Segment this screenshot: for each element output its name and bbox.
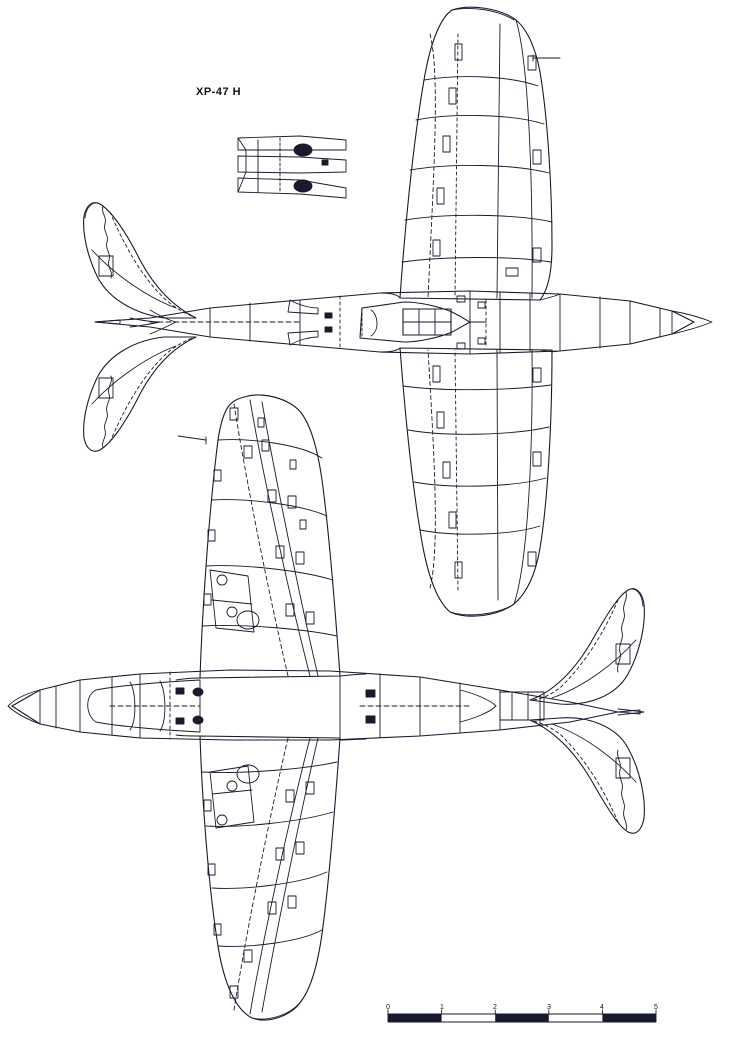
- scale-tick-5: 5: [654, 1004, 658, 1011]
- scale-tick-0: 0: [386, 1004, 390, 1011]
- nose-detail-view: [238, 136, 346, 198]
- scale-tick-4: 4: [600, 1004, 604, 1011]
- top-plan-view: [84, 7, 712, 616]
- scale-tick-3: 3: [547, 1004, 551, 1011]
- bottom-plan-view: [8, 395, 644, 1020]
- aircraft-type-label: XP-47 H: [196, 86, 242, 98]
- scale-tick-1: 1: [440, 1004, 444, 1011]
- scale-bar-graphic: [388, 1010, 656, 1022]
- scale-tick-2: 2: [493, 1004, 497, 1011]
